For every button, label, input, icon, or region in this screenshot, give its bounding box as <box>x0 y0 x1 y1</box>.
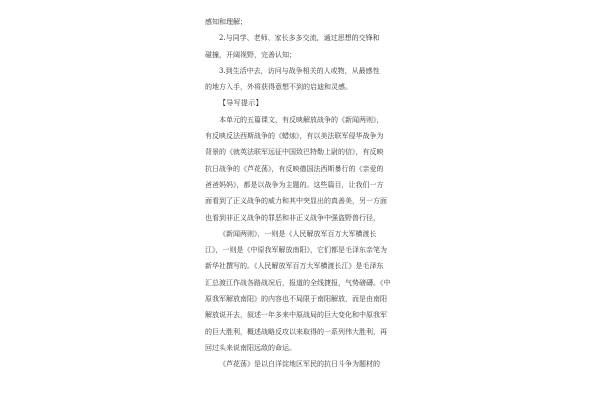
text-line: 3.到生活中去，访问与战争相关的人或物，从最感性 <box>219 66 380 75</box>
text-line: 碰撞，开阔视野，完善认知； <box>205 50 296 59</box>
text-line: 原我军解放南阳》的内容也不局限于南阳解放，而是由南阳 <box>205 295 387 304</box>
text-line: 《芦花荡》是以白洋淀地区军民的抗日斗争为题材的 <box>219 360 380 369</box>
text-line: 面看到了正义战争的威力和其中突显出的真善美，另一方面 <box>205 197 387 206</box>
text-line: 感知和理解； <box>205 18 247 26</box>
text-line: 新华社撰写的。《人民解放军百万大军横渡长江》是毛泽东 <box>205 262 384 271</box>
text-line: 解放说开去，叙述一年多来中原战局的巨大变化和中原我军 <box>205 311 387 320</box>
text-line: 的地方入手，外将获得意想不到的启迪和灵感。 <box>205 83 352 92</box>
document-body <box>205 14 395 373</box>
text-line: 2.与同学、老师、家长多多交流，通过思想的交锋和 <box>219 34 380 43</box>
text-line: 爸爸妈妈》，都是以战争为主题的。这些篇目，让我们一方 <box>205 180 384 189</box>
text-line: 有反映反法西斯战争的《蜡烛》，有以美法联军侵华战争为 <box>205 132 384 141</box>
text-line: 的巨大胜利，概述战略反攻以来取得的一系列伟大胜利，再 <box>205 327 387 336</box>
section-heading: 【导写提示】 <box>219 99 263 108</box>
text-line: 本单元的五篇课文，有反映解放战争的《新闻两则》， <box>219 115 384 124</box>
text-line: 《新闻两则》，一则是《人民解放军百万大军横渡长 <box>219 229 377 238</box>
text-line: 江》，一则是《中原我军解放南阳》，它们都是毛泽东亲笔为 <box>205 246 387 255</box>
text-line: 背景的《就英法联军远征中国致巴特勒上尉的信》，有反映 <box>205 148 384 157</box>
text-line: 回过头来说南阳远敌的命运。 <box>205 343 296 352</box>
text-line: 汇总渡江作战各路战况后，报道的全线捷报，气势磅礴。《中 <box>205 278 391 287</box>
text-line: 也看到非正义战争的罪恶和非正义战争中强盗野兽行径， <box>205 213 380 222</box>
text-line: 抗日战争的《芦花荡》，有反映德国法西斯暴行的《亲爱的 <box>205 164 384 173</box>
